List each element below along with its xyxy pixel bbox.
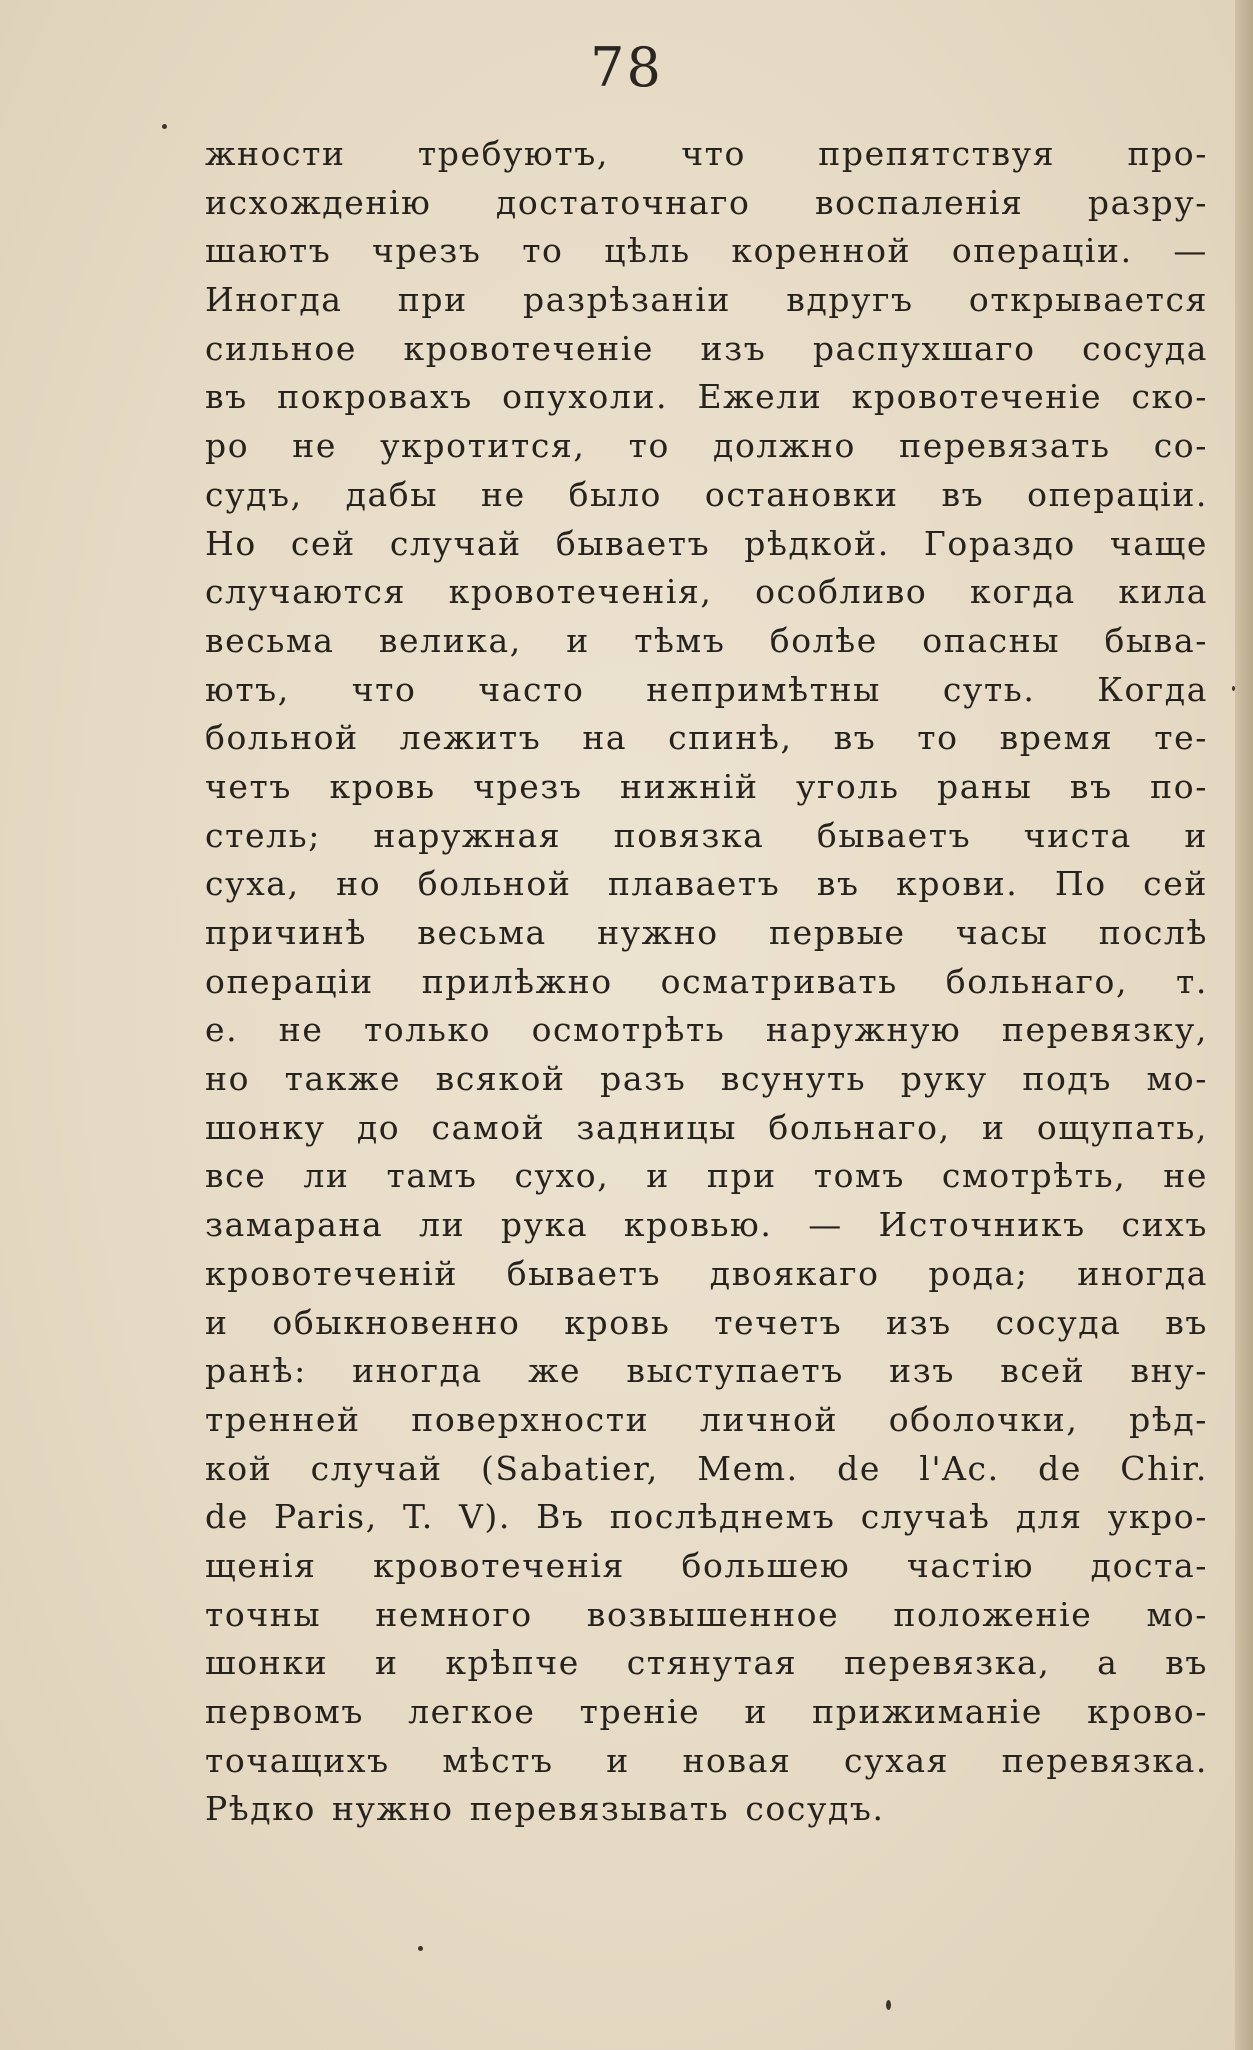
ink-speck <box>886 2000 891 2010</box>
text-line: все ли тамъ сухо, и при томъ смотрѣть, не <box>205 1156 1208 1196</box>
text-line: е. не только осмотрѣть наружную перевязку, <box>205 1010 1208 1050</box>
text-line: стель; наружная повязка бываетъ чиста и <box>205 815 1208 855</box>
text-line: въ покровахъ опухоли. Ежели кровотеченіе ско- <box>205 377 1208 417</box>
text-line: щенія кровотеченія большею частію доста- <box>205 1545 1208 1585</box>
text-line: тренней поверхности личной оболочки, рѣд- <box>205 1399 1208 1439</box>
text-line: исхожденію достаточнаго воспаленія разру- <box>205 182 1208 222</box>
text-line: Но сей случай бываетъ рѣдкой. Гораздо чаще <box>205 523 1208 563</box>
text-line: ранѣ: иногда же выступаетъ изъ всей вну- <box>205 1351 1208 1391</box>
text-line: ютъ, что часто непримѣтны суть. Когда <box>205 669 1208 709</box>
text-line: случаются кровотеченія, особливо когда кила <box>205 572 1208 612</box>
text-line: шонку до самой задницы больнаго, и ощупать, <box>205 1107 1208 1147</box>
text-line: четъ кровь чрезъ нижній уголь раны въ по- <box>205 766 1208 806</box>
text-line: точны немного возвышенное положеніе мо- <box>205 1594 1208 1634</box>
ink-speck <box>162 124 167 129</box>
body-text <box>205 130 1208 1834</box>
text-line: сильное кровотеченіе изъ распухшаго сосуда <box>205 328 1208 368</box>
text-line: и обыкновенно кровь течетъ изъ сосуда въ <box>205 1302 1208 1342</box>
text-line-last: Рѣдко нужно перевязывать сосудъ. <box>205 1789 885 1829</box>
text-line: весьма велика, и тѣмъ болѣе опасны быва- <box>205 620 1208 660</box>
page-number: 78 <box>590 36 663 99</box>
text-line: больной лежитъ на спинѣ, въ то время те- <box>205 718 1208 758</box>
text-line: но также всякой разъ всунуть руку подъ мо- <box>205 1059 1208 1099</box>
text-line: замарана ли рука кровью. — Источникъ сихъ <box>205 1205 1208 1245</box>
ink-speck <box>418 1946 423 1951</box>
text-line: кровотеченій бываетъ двоякаго рода; иногда <box>205 1253 1208 1293</box>
text-line: de Paris, T. V). Въ послѣднемъ случаѣ для укро- <box>205 1497 1208 1537</box>
text-line: суха, но больной плаваетъ въ крови. По сей <box>205 864 1208 904</box>
text-line: первомъ легкое треніе и прижиманіе крово- <box>205 1692 1208 1731</box>
text-line: шонки и крѣпче стянутая перевязка, а въ <box>205 1643 1208 1683</box>
text-line: судъ, дабы не было остановки въ операціи. <box>205 474 1208 514</box>
text-line: жности требуютъ, что препятствуя про- <box>205 134 1208 173</box>
text-line: причинѣ весьма нужно первые часы послѣ <box>205 913 1208 952</box>
text-line: операціи прилѣжно осматривать больнаго, т. <box>205 961 1208 1001</box>
ink-speck <box>1232 686 1235 691</box>
text-line: Иногда при разрѣзаніи вдругъ открывается <box>205 280 1208 320</box>
text-line: шаютъ чрезъ то цѣль коренной операціи. — <box>205 231 1208 271</box>
text-line: ро не укротится, то должно перевязать со- <box>205 426 1208 466</box>
text-line: точащихъ мѣстъ и новая сухая перевязка. <box>205 1740 1208 1780</box>
page-edge-shadow <box>1235 0 1253 2050</box>
text-line: кой случай (Sabatier, Mem. de l'Ac. de Chir. <box>205 1448 1208 1488</box>
